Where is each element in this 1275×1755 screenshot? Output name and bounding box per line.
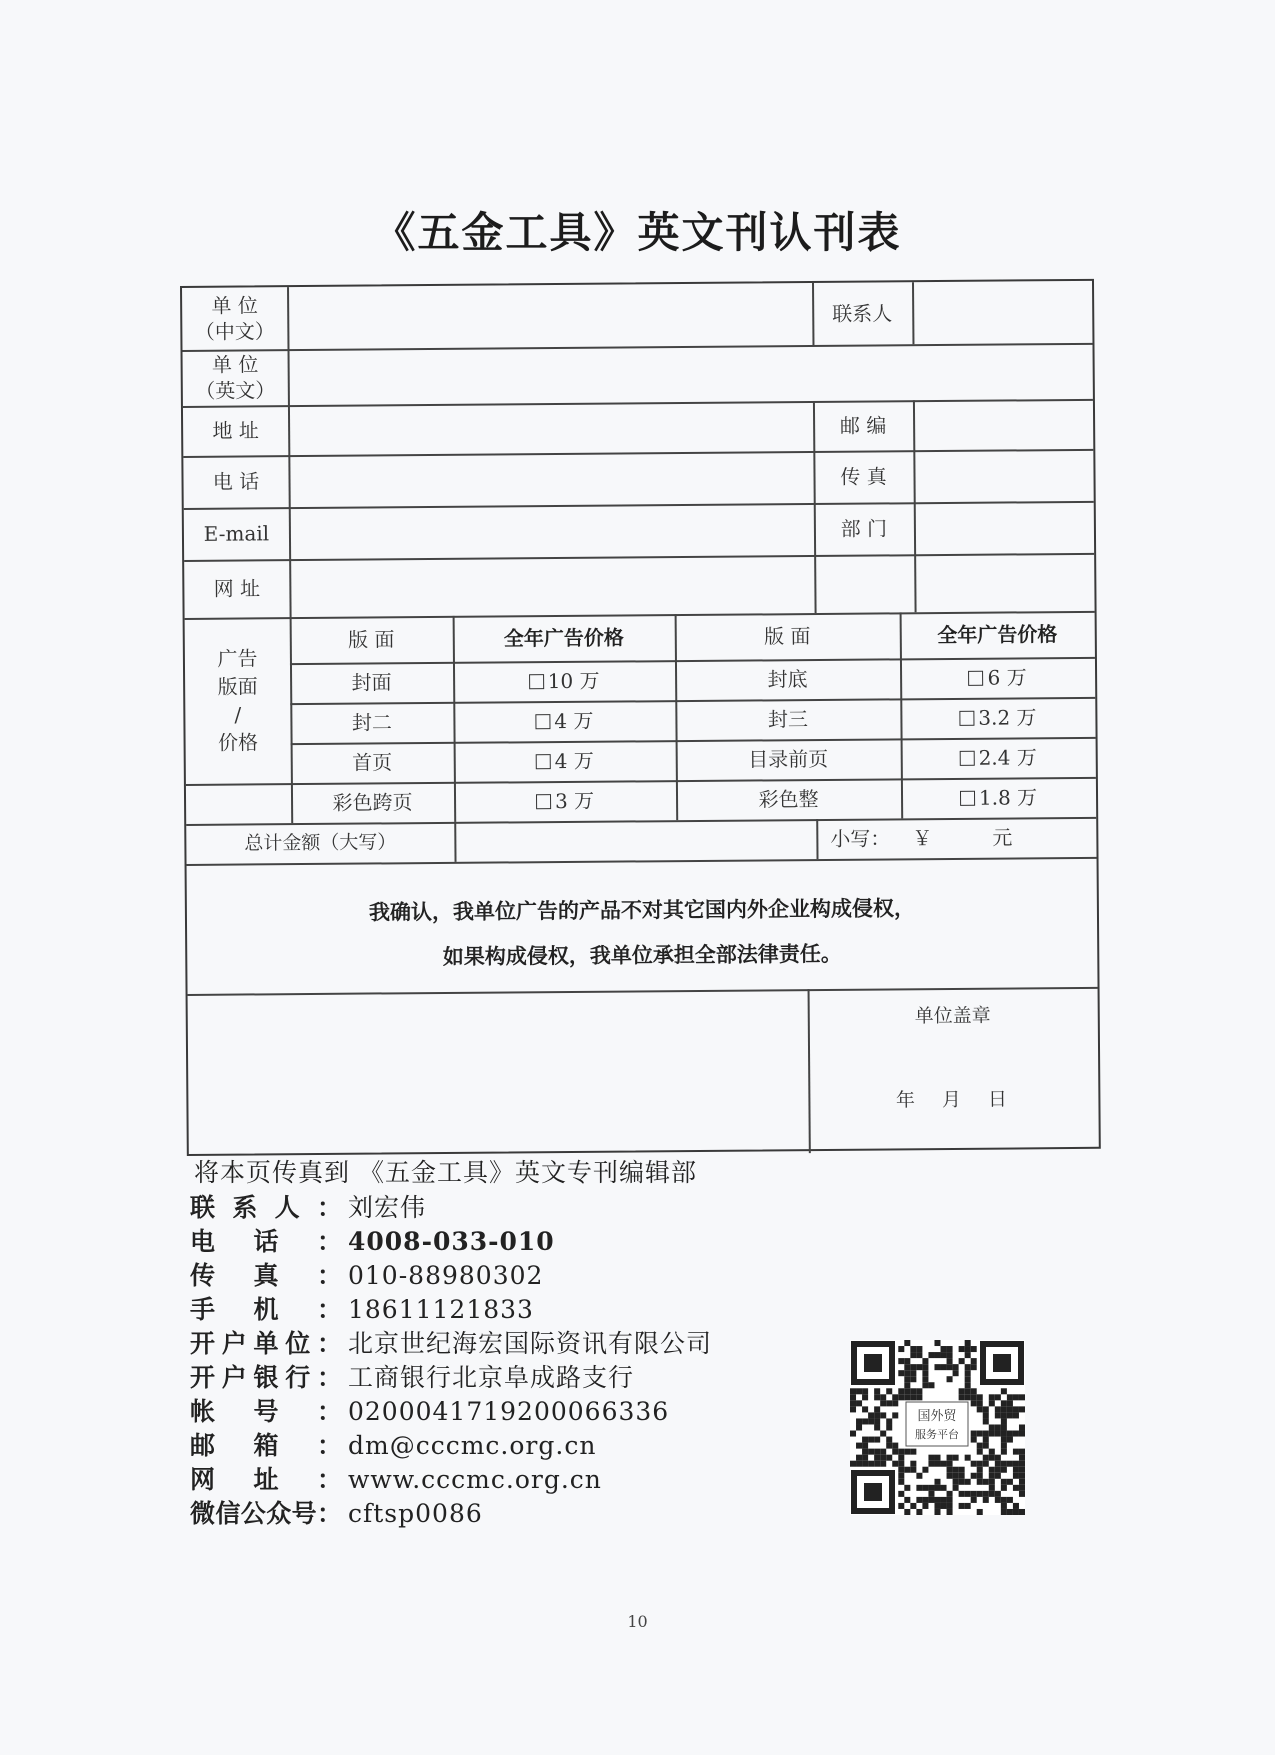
contact-field[interactable]	[914, 281, 1090, 342]
total-small-field[interactable]	[816, 817, 1096, 859]
qr-code-icon	[850, 1340, 1025, 1515]
checkbox-icon[interactable]	[529, 674, 544, 689]
address-field[interactable]	[290, 403, 811, 453]
unit-en-field[interactable]	[290, 345, 1091, 403]
ad-layout-right: 彩色整	[758, 787, 819, 812]
postcode-field[interactable]	[915, 401, 1091, 448]
seal-label: 单位盖章	[914, 1004, 991, 1028]
ad-option-right[interactable]: 3.2 万	[900, 697, 1095, 739]
contact-row: 邮箱： dm@cccmc.org.cn	[190, 1431, 597, 1460]
ad-header-price-left: 全年广告价格	[503, 625, 624, 651]
checkbox-icon[interactable]	[968, 670, 983, 685]
statement-line: 如果构成侵权，我单位承担全部法律责任。	[442, 940, 842, 969]
ad-layout-right: 封底	[767, 667, 808, 692]
contact-row: 手机： 18611121833	[190, 1295, 534, 1324]
signature-area[interactable]	[190, 991, 807, 1154]
ad-option-left[interactable]: 4 万	[454, 740, 676, 782]
ad-section-label: 广告 版面 / 价格	[217, 646, 259, 755]
checkbox-icon[interactable]	[960, 790, 975, 805]
contact-row: 开户银行： 工商银行北京阜成路支行	[190, 1363, 635, 1392]
contact-row: 电话： 4008-033-010	[190, 1227, 555, 1256]
unit-cn-field[interactable]	[289, 283, 810, 347]
dept-label: 部 门	[840, 516, 888, 541]
checkbox-icon[interactable]	[536, 794, 551, 809]
ad-layout-right: 目录前页	[748, 746, 829, 772]
yuan-label: 元	[992, 825, 1013, 850]
subscription-form	[180, 279, 1101, 1156]
ad-layout-left: 彩色跨页	[332, 790, 413, 815]
contact-label: 联系人	[832, 301, 893, 326]
checkbox-icon[interactable]	[959, 710, 974, 725]
ad-option-left[interactable]: 10 万	[453, 660, 675, 702]
contact-row: 帐号： 0200041719200066336	[190, 1397, 670, 1426]
phone-label: 电 话	[212, 469, 260, 494]
email-field[interactable]	[291, 505, 812, 557]
contact-row: 网址： www.cccmc.org.cn	[190, 1465, 602, 1494]
contact-row: 联系人： 刘宏伟	[190, 1193, 427, 1222]
checkbox-icon[interactable]	[960, 750, 975, 765]
ad-option-left[interactable]: 3 万	[454, 780, 676, 822]
dept-field[interactable]	[916, 503, 1092, 552]
ad-layout-left: 封二	[351, 710, 393, 735]
ad-option-left[interactable]: 4 万	[453, 700, 675, 742]
postcode-label: 邮 编	[839, 413, 887, 438]
ad-option-right[interactable]: 6 万	[900, 657, 1095, 699]
ad-header-layout-left: 版 面	[348, 627, 395, 652]
contact-row: 微信公众号： cftsp0086	[190, 1499, 483, 1528]
total-caps-field[interactable]	[456, 821, 814, 860]
contact-info	[190, 1155, 712, 1531]
unit-en-label: 单 位 （英文）	[195, 352, 276, 403]
ad-header-price-right: 全年广告价格	[937, 622, 1058, 648]
checkbox-icon[interactable]	[536, 754, 551, 769]
total-caps-label: 总计金额（大写）	[244, 831, 397, 855]
contact-row: 开户单位： 北京世纪海宏国际资讯有限公司	[190, 1329, 713, 1358]
qr-label: 国外贸	[917, 1409, 957, 1424]
address-label: 地 址	[212, 418, 259, 443]
qr-label: 服务平台	[915, 1428, 959, 1441]
website-label: 网 址	[213, 576, 261, 601]
yen-symbol: ￥	[912, 826, 933, 851]
website-field[interactable]	[291, 555, 1092, 615]
fax-label: 传 真	[840, 464, 887, 489]
ad-header-layout-right: 版 面	[763, 624, 811, 649]
date-label: 年 月 日	[895, 1088, 1012, 1112]
ad-option-right[interactable]: 1.8 万	[901, 777, 1096, 819]
statement-line: 我确认，我单位广告的产品不对其它国内外企业构成侵权，	[368, 895, 916, 925]
page-number: 10	[627, 1612, 648, 1631]
checkbox-icon[interactable]	[535, 714, 550, 729]
ad-option-right[interactable]: 2.4 万	[901, 737, 1096, 779]
ad-layout-left: 首页	[352, 750, 393, 775]
fax-field[interactable]	[915, 451, 1091, 500]
email-label: E-mail	[203, 521, 270, 546]
form-title: 《五金工具》英文刊认刊表	[373, 208, 902, 257]
contact-row: 传真： 010-88980302	[190, 1261, 544, 1290]
ad-layout-left: 封面	[351, 670, 392, 695]
fax-note: 将本页传真到 《五金工具》英文专刊编辑部	[194, 1158, 697, 1187]
phone-field[interactable]	[290, 453, 811, 505]
ad-layout-right: 封三	[767, 707, 809, 732]
unit-cn-label: 单 位 （中文）	[194, 293, 275, 344]
small-caps-label: 小写：	[830, 826, 891, 851]
